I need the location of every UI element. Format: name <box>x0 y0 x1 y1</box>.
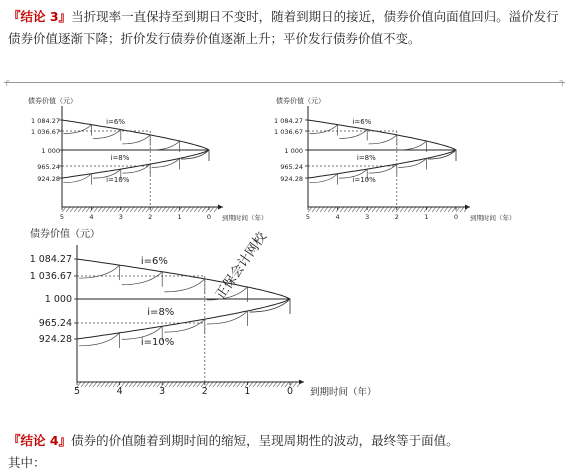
series-label-10pct: i=10% <box>140 337 175 348</box>
y-tick-label: 1 000 <box>44 294 72 305</box>
x-tick-label: 4 <box>335 213 340 221</box>
y-tick-label: 965.24 <box>280 163 303 171</box>
conclusion-4-text: 债券的价值随着到期时间的缩短，呈现周期性的波动，最终等于面值。 <box>71 433 459 448</box>
premium-sawtooth <box>122 272 162 287</box>
x-axis-arrow <box>465 205 470 210</box>
series-label-8pct: i=8% <box>110 154 130 162</box>
y-axis-label: 债券价值（元） <box>276 97 325 105</box>
x-tick-label: 4 <box>116 386 123 397</box>
conclusion-4-paragraph <box>8 430 560 452</box>
y-tick-label: 1 084.27 <box>29 254 72 265</box>
y-tick-label: 965.24 <box>37 163 60 171</box>
bond-chart-3 <box>30 227 377 398</box>
note-text: 其中： <box>8 455 46 470</box>
y-tick-label: 965.24 <box>38 318 72 329</box>
x-tick-label: 0 <box>286 386 294 397</box>
discount-sawtooth <box>398 158 426 169</box>
watermark: 正保会计网校 <box>212 229 271 303</box>
premium-curve <box>308 120 456 150</box>
axis-hatching <box>77 382 301 387</box>
premium-sawtooth <box>63 125 91 136</box>
frame-corner-mark: ┌ <box>4 77 10 87</box>
x-tick-label: 2 <box>148 213 153 221</box>
conclusion-4-tag: 『结论 4』 <box>8 433 72 448</box>
discount-sawtooth <box>164 319 204 334</box>
discount-sawtooth <box>207 311 247 326</box>
y-tick-label: 1 036.67 <box>29 271 72 282</box>
x-tick-label: 5 <box>59 213 65 221</box>
x-tick-label: 1 <box>424 213 429 221</box>
x-tick-label: 1 <box>177 213 182 221</box>
discount-curve <box>77 299 290 339</box>
x-tick-label: 5 <box>305 213 311 221</box>
y-tick-label: 924.28 <box>37 175 60 183</box>
bond-chart-2 <box>274 96 515 222</box>
x-tick-label: 2 <box>201 386 208 397</box>
y-tick-label: 1 000 <box>41 147 60 155</box>
x-tick-label: 3 <box>159 386 166 397</box>
series-label-8pct: i=8% <box>147 307 175 318</box>
x-tick-label: 4 <box>89 213 94 221</box>
premium-sawtooth <box>164 279 204 294</box>
x-tick-label: 3 <box>118 213 123 221</box>
y-tick-label: 1 036.67 <box>31 128 60 136</box>
series-label-6pct: i=6% <box>352 118 372 126</box>
y-tick-label: 924.28 <box>280 175 303 183</box>
premium-curve <box>77 259 290 299</box>
series-label-8pct: i=8% <box>356 154 376 162</box>
premium-sawtooth <box>79 265 119 280</box>
conclusion-3-text: 当折现率一直保持至到期日不变时，随着到期日的接近，债券价值向面值回归。溢价发行债券价值逐渐下降；折价发行债券价值逐渐上升；平价发行债券价值不变。 <box>8 9 559 46</box>
y-tick-label: 1 036.67 <box>274 128 303 136</box>
discount-curve <box>308 150 456 178</box>
frame-corner-mark: ┐ <box>559 77 565 87</box>
x-tick-label: 0 <box>206 213 212 221</box>
premium-sawtooth <box>122 135 150 146</box>
conclusion-3-tag: 『结论 3』 <box>8 9 72 24</box>
x-axis-arrow <box>218 205 223 210</box>
discount-sawtooth <box>152 158 180 169</box>
premium-sawtooth <box>369 135 397 146</box>
note-paragraph <box>8 452 560 474</box>
bond-chart-1 <box>28 96 268 222</box>
axis-hatching <box>308 207 468 212</box>
x-tick-label: 5 <box>73 386 81 397</box>
x-axis-label: 到期时间（年） <box>222 214 268 222</box>
x-tick-label: 0 <box>453 213 459 221</box>
x-tick-label: 1 <box>244 386 251 397</box>
y-tick-label: 1 084.27 <box>31 117 60 125</box>
y-axis-label: 债券价值（元） <box>28 97 77 105</box>
y-tick-label: 924.28 <box>38 334 72 345</box>
series-label-10pct: i=10% <box>106 176 130 184</box>
y-tick-label: 1 000 <box>284 147 303 155</box>
premium-sawtooth <box>309 125 337 136</box>
x-tick-label: 3 <box>365 213 370 221</box>
series-label-6pct: i=6% <box>106 118 126 126</box>
x-axis-label: 到期时间（年） <box>310 387 377 398</box>
x-axis-label: 到期时间（年） <box>470 214 516 222</box>
discount-sawtooth <box>79 333 119 348</box>
series-label-10pct: i=10% <box>352 176 376 184</box>
y-tick-label: 1 084.27 <box>274 117 303 125</box>
y-axis-label: 债券价值（元） <box>30 229 100 240</box>
premium-curve <box>62 120 209 150</box>
axis-hatching <box>62 207 218 212</box>
series-label-6pct: i=6% <box>140 256 168 267</box>
discount-curve <box>62 150 209 178</box>
x-tick-label: 2 <box>394 213 399 221</box>
